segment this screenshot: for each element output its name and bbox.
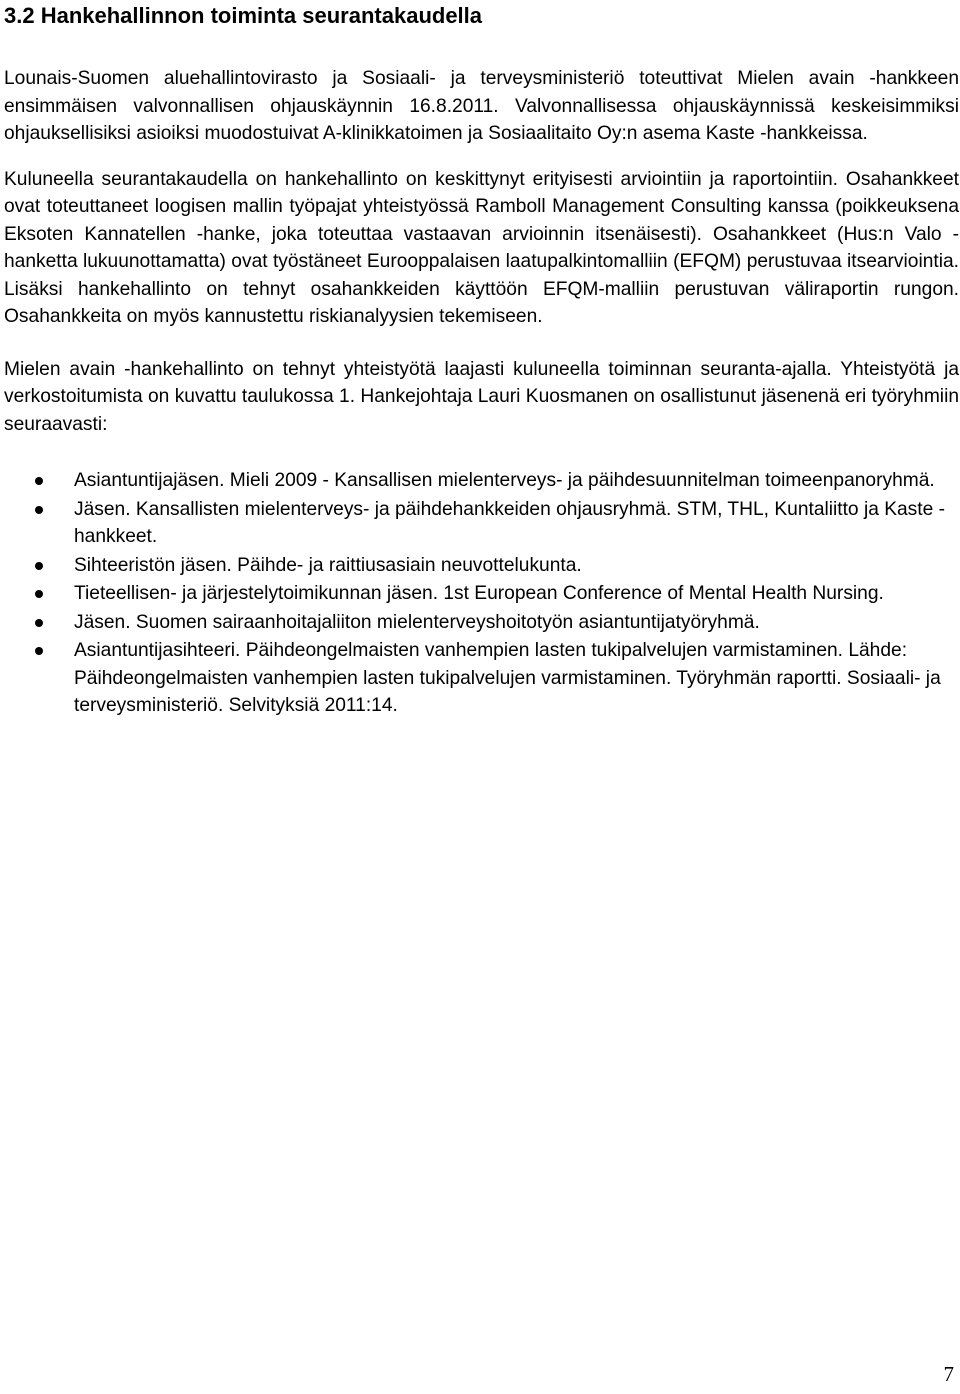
list-item <box>4 552 959 580</box>
list-item-text: Jäsen. Suomen sairaanhoitajaliiton mielenterveyshoitotyön asiantuntijatyöryhmä. <box>74 611 760 633</box>
bullet-icon <box>35 477 43 485</box>
list-item <box>4 609 959 637</box>
page-number: 7 <box>943 1362 954 1386</box>
list-item <box>4 637 959 720</box>
document-page <box>4 0 959 721</box>
bullet-icon <box>35 590 43 598</box>
bullet-icon <box>35 506 43 514</box>
bullet-icon <box>35 562 43 570</box>
list-item <box>4 467 959 495</box>
list-item-text: Asiantuntijasihteeri. Päihdeongelmaisten vanhempien lasten tukipalvelujen varmistaminen. Lähde: Päihdeongelmaisten vanhempien lasten tukipalvelujen varmistaminen. Työryhmän raportti. Sosiaali- ja terveysministeriö. Selvityksiä 2011:14. <box>74 640 941 716</box>
working-group-list <box>4 467 959 720</box>
list-item <box>4 496 959 551</box>
paragraph-supervision-visit: Lounais-Suomen aluehallintovirasto ja Sosiaali- ja terveysministeriö toteuttivat Mielen avain -hankkeen ensimmäisen valvonnallisen ohjauskäynnin 16.8.2011. Valvonnallisessa ohjauskäynnissä keskeisimmiksi ohjauksellisiksi asioiksi muodostuivat A-klinikkatoimen ja Sosiaalitaito Oy:n asema Kaste -hankkeissa. <box>4 68 959 144</box>
list-item-text: Tieteellisen- ja järjestelytoimikunnan jäsen. 1st European Conference of Mental Health Nursing. <box>74 583 884 604</box>
section-heading: 3.2 Hankehallinnon toiminta seurantakaudella <box>4 3 483 28</box>
list-item-text: Asiantuntijajäsen. Mieli 2009 - Kansallisen mielenterveys- ja päihdesuunnitelman toimeenpanoryhmä. <box>74 470 935 491</box>
paragraph-cooperation: Mielen avain -hankehallinto on tehnyt yhteistyötä laajasti kuluneella toiminnan seuranta-ajalla. Yhteistyötä ja verkostoitumista on kuvattu taulukossa 1. Hankejohtaja Lauri Kuosmanen on osallistunut jäsenenä eri työryhmiin seuraavasti: <box>4 358 959 435</box>
list-item-text: Jäsen. Kansallisten mielenterveys- ja päihdehankkeiden ohjausryhmä. STM, THL, Kuntaliitto ja Kaste -hankkeet. <box>74 498 945 547</box>
list-item <box>4 580 959 608</box>
paragraph-evaluation-reporting: Kuluneella seurantakaudella on hankehallinto on keskittynyt erityisesti arviointiin ja raportointiin. Osahankkeet ovat toteuttaneet loogisen mallin työpajat yhteistyössä Ramboll Management Consulting kanssa (poikkeuksena Eksoten Kannatellen -hanke, joka toteuttaa vastaavan arvioinnin itsenäisesti). Osahankkeet (Hus:n Valo -hanketta lukuunottamatta) ovat työstäneet Eurooppalaisen laatupalkintomalliin (EFQM) perustuvaa itsearviointia. Lisäksi hankehallinto on tehnyt osahankkeiden käyttöön EFQM-malliin perustuvan väliraportin rungon. Osahankkeita on myös kannustettu riskianalyysien tekemiseen. <box>4 168 959 327</box>
list-item-text: Sihteeristön jäsen. Päihde- ja raittiusasiain neuvottelukunta. <box>74 554 582 576</box>
bullet-icon <box>35 619 43 627</box>
bullet-icon <box>35 647 43 655</box>
